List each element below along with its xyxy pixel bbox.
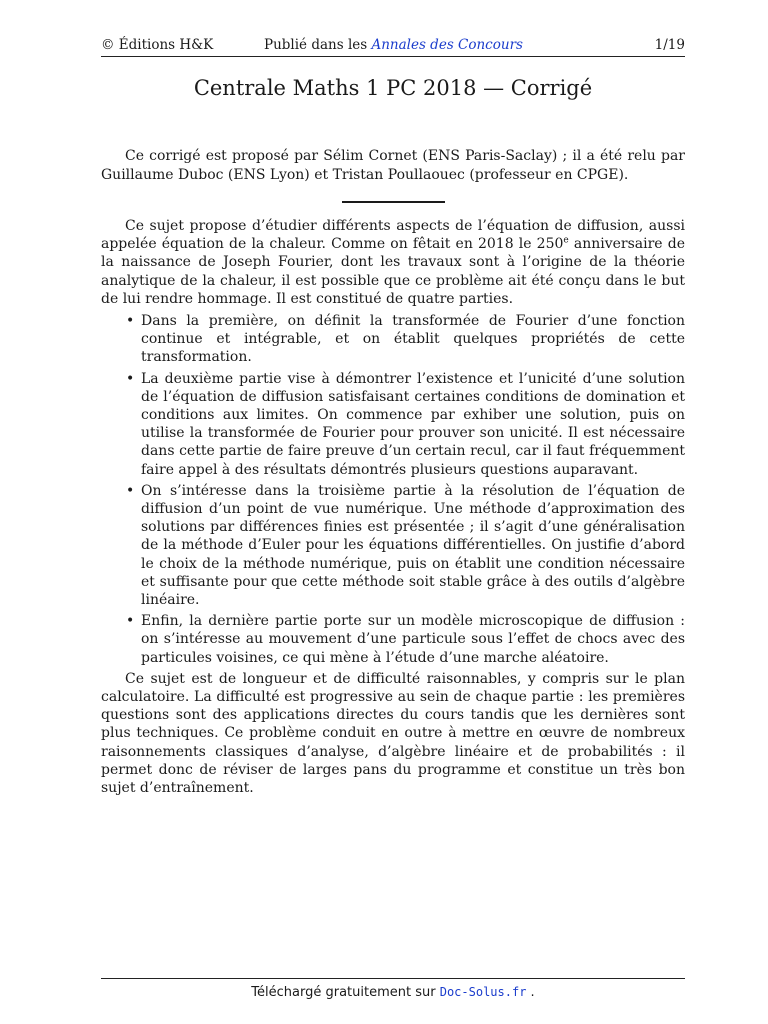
- page-title: Centrale Maths 1 PC 2018 — Corrigé: [193, 76, 593, 100]
- list-item: [101, 482, 685, 609]
- bullet-icon: •: [126, 613, 135, 630]
- part-description: Enfin, la dernière partie porte sur un modèle microscopique de diffusion : on s’intéresse au mouvement d’une particule sous l’effet de chocs avec des particules voisines, ce qui mène à l’étude d’une marche aléatoire.: [141, 613, 685, 666]
- publication-line: [264, 37, 523, 53]
- page-footer: [101, 985, 685, 1000]
- footer-suffix: .: [526, 985, 535, 1000]
- summary-body: [101, 217, 685, 797]
- list-item: [101, 612, 685, 667]
- journal-link[interactable]: Annales des Concours: [371, 37, 523, 53]
- part-description: Dans la première, on définit la transformée de Fourier d’une fonction continue et intégrable, et on établit quelques propriétés de cette transformation.: [141, 313, 685, 366]
- bullet-icon: •: [126, 370, 135, 387]
- publisher-copyright: © Éditions H&K: [101, 37, 214, 53]
- page-number: 1/19: [654, 37, 685, 53]
- page-header: [101, 34, 685, 57]
- footer-prefix: Téléchargé gratuitement sur: [251, 985, 440, 1000]
- list-item: [101, 312, 685, 367]
- published-prefix: Publié dans les: [264, 37, 372, 53]
- bullet-icon: •: [126, 313, 135, 330]
- bullet-icon: •: [126, 482, 135, 499]
- part-description: On s’intéresse dans la troisième partie à la résolution de l’équation de diffusion d’un point de vue numérique. Une méthode d’approximation des solutions par différences finies est présentée ; il s’agit d’une généralisation de la méthode d’Euler pour les équations différentielles. On justifie d’abord le choix de la méthode numérique, puis on établit une condition nécessaire et suffisante pour que cette méthode soit stable grâce à des outils d’algèbre linéaire.: [141, 482, 685, 609]
- doc-solus-link[interactable]: Doc-Solus.fr: [439, 985, 527, 999]
- footer-rule: [101, 978, 685, 979]
- parts-list: [101, 312, 685, 667]
- part-description: La deuxième partie vise à démontrer l’existence et l’unicité d’une solution de l’équation de diffusion satisfaisant certaines conditions de domination et conditions aux limites. On commence par exhiber une solution, puis on utilise la transformée de Fourier pour prouver son unicité. Il est nécessaire dans cette partie de faire preuve d’un certain recul, car il faut fréquemment faire appel à des résultats démontrés plusieurs questions auparavant.: [141, 370, 685, 478]
- list-item: [101, 370, 685, 479]
- separator-rule: [342, 201, 445, 203]
- credits-paragraph: Ce corrigé est proposé par Sélim Cornet (ENS Paris-Saclay) ; il a été relu par Guillaume Duboc (ENS Lyon) et Tristan Poullaouec (professeur en CPGE).: [101, 148, 685, 183]
- conclusion-paragraph: Ce sujet est de longueur et de difficulté raisonnables, y compris sur le plan calculatoire. La difficulté est progressive au sein de chaque partie : les premières questions sont des applications directes du cours tandis que les dernières sont plus techniques. Ce problème conduit en outre à mettre en œuvre de nombreux raisonnements classiques d’analyse, d’algèbre linéaire et de probabilités : il permet donc de réviser de larges pans du programme et constitue un très bon sujet d’entraînement.: [101, 670, 685, 797]
- credits-block: [101, 147, 685, 185]
- intro-paragraph: Ce sujet propose d’étudier différents aspects de l’équation de diffusion, aussi appelée équation de la chaleur. Comme on fêtait en 2018 le 250e anniversaire de la naissance de Joseph Fourier, dont les travaux sont à l’origine de la théorie analytique de la chaleur, il est possible que ce problème ait été conçu dans le but de lui rendre hommage. Il est constitué de quatre parties.: [101, 218, 685, 307]
